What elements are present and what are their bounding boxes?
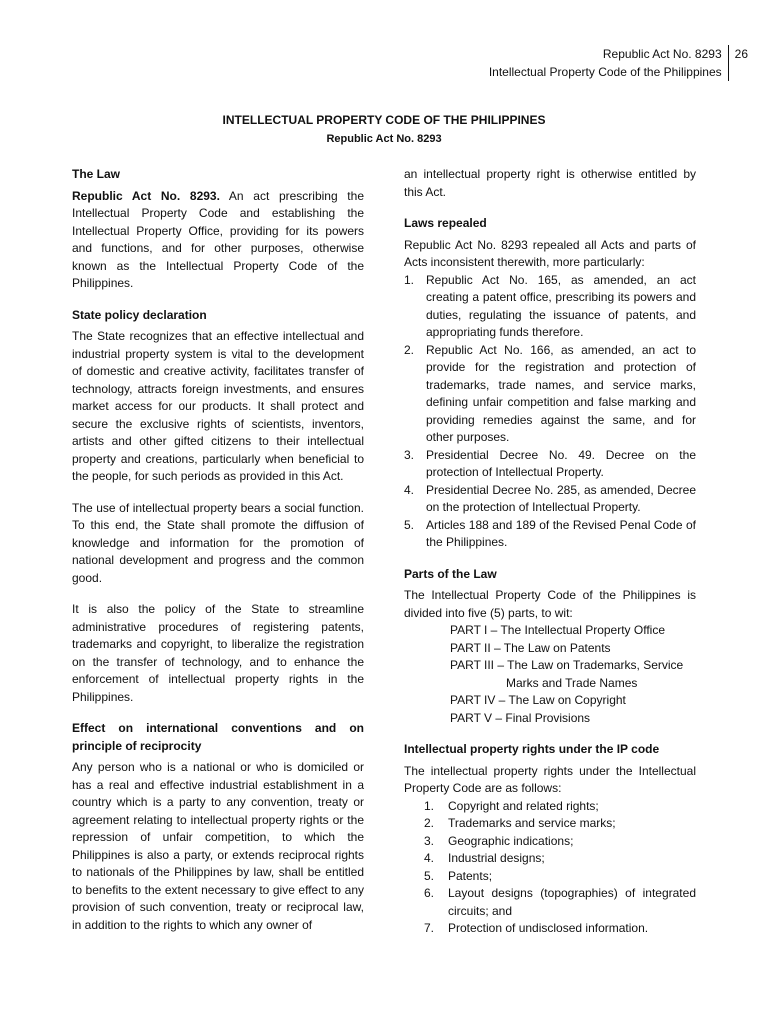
list-item-text: Copyright and related rights; <box>448 798 599 813</box>
list-item-number: 1. <box>424 798 435 813</box>
list-item <box>404 815 696 833</box>
parts-intro: The Intellectual Property Code of the Philippines is divided into five (5) parts, to wit: <box>404 588 696 620</box>
list-item-number: 2. <box>424 816 435 830</box>
list-item-text: Industrial designs; <box>448 851 545 865</box>
document-subtitle: Republic Act No. 8293 <box>326 133 442 145</box>
list-item <box>404 447 696 482</box>
list-item <box>404 833 696 851</box>
list-item <box>404 850 696 868</box>
page-number: 26 <box>734 47 748 61</box>
list-item-number: 2. <box>404 342 415 357</box>
list-item <box>404 885 696 920</box>
parts-list <box>404 622 696 727</box>
rights-list <box>404 798 696 938</box>
list-item-number: 3. <box>404 447 415 462</box>
repealed-intro: Republic Act No. 8293 repealed all Acts and parts of Acts inconsistent therewith, more particularly: <box>404 237 696 269</box>
list-item <box>404 920 696 938</box>
list-item-number: 1. <box>404 272 415 287</box>
header-act-number: Republic Act No. 8293 <box>602 47 722 61</box>
part-item-continuation: Marks and Trade Names <box>506 675 638 690</box>
part-item <box>404 657 696 692</box>
part-item: PART I – The Intellectual Property Office <box>450 623 665 637</box>
list-item-text: Republic Act No. 166, as amended, an act to provide for the registration and protection of trademarks, trade names, and service marks, defining unfair competition and false marking and providing remedies against the same, and for other purposes. <box>426 342 696 444</box>
list-item-text: Trademarks and service marks; <box>448 816 616 830</box>
rights-intro: The intellectual property rights under the Intellectual Property Code are as follows: <box>404 763 696 795</box>
part-item: PART II – The Law on Patents <box>450 640 611 655</box>
right-column <box>404 166 696 938</box>
left-column <box>72 166 364 934</box>
list-item <box>404 517 696 552</box>
continued-paragraph: an intellectual property right is otherwise entitled by this Act. <box>404 167 696 199</box>
section-heading-state-policy: State policy declaration <box>72 307 207 322</box>
list-item-text: Layout designs (topographies) of integrated circuits; and <box>448 886 696 918</box>
list-item-number: 3. <box>424 833 435 848</box>
document-title: INTELLECTUAL PROPERTY CODE OF THE PHILIPPINES <box>222 113 546 127</box>
part-item-line: PART III – The Law on Trademarks, Service <box>450 658 684 672</box>
list-item-text: Presidential Decree No. 285, as amended, Decree on the protection of Intellectual Property. <box>426 482 696 514</box>
list-item-text: Articles 188 and 189 of the Revised Penal Code of the Philippines. <box>426 517 696 549</box>
list-item-text: Patents; <box>448 868 493 883</box>
header-text <box>489 45 729 81</box>
part-item: PART IV – The Law on Copyright <box>450 693 626 707</box>
list-item-number: 6. <box>424 886 435 900</box>
policy-paragraph-2: The use of intellectual property bears a social function. To this end, the State shall promote the diffusion of knowledge and information for the promotion of national development and progress and the common good. <box>72 500 364 585</box>
list-item-number: 4. <box>404 482 415 497</box>
list-item <box>404 272 696 342</box>
part-item: PART V – Final Provisions <box>450 710 591 725</box>
list-item-text: Presidential Decree No. 49. Decree on the protection of Intellectual Property. <box>426 447 696 479</box>
list-item <box>404 482 696 517</box>
policy-paragraph-1: The State recognizes that an effective intellectual and industrial property system is vital to the development of domestic and creative activity, facilitates transfer of technology, attracts foreign investments, and ensures market access for our products. It shall protect and secure the exclusive rights of scientists, inventors, artists and other gifted citizens to their intellectual property and creations, particularly when beneficial to the people, for such periods as provided in this Act. <box>72 329 364 483</box>
law-paragraph <box>72 188 364 293</box>
section-heading-international-conventions: Effect on international conventions and on principle of reciprocity <box>72 721 364 753</box>
running-header <box>489 45 748 81</box>
section-heading-ip-rights: Intellectual property rights under the IP code <box>404 742 660 756</box>
list-item-text: Republic Act No. 165, as amended, an act creating a patent office, prescribing its powers and duties, regulating the issuance of patents, and appropriating funds therefore. <box>426 272 696 339</box>
list-item-number: 4. <box>424 851 435 865</box>
law-act-bold: Republic Act No. 8293. <box>72 188 220 203</box>
section-heading-parts-of-the-law: Parts of the Law <box>404 566 497 581</box>
list-item <box>404 798 696 816</box>
list-item-number: 5. <box>404 517 415 532</box>
list-item-number: 5. <box>424 868 435 883</box>
section-heading-the-law: The Law <box>72 167 121 181</box>
law-description: An act prescribing the Intellectual Property Code and establishing the Intellectual Property Office, providing for its powers and functions, and for other purposes, otherwise known as the Intellectual Property Code of the Philippines. <box>72 188 364 290</box>
list-item-text: Geographic indications; <box>448 833 574 848</box>
section-heading-laws-repealed: Laws repealed <box>404 216 487 230</box>
effect-paragraph: Any person who is a national or who is domiciled or has a real and effective industrial establishment in a country which is a party to any convention, treaty or agreement relating to intellectual property rights or the repression of unfair competition, to which the Philippines is also a party, or extends reciprocal rights to nationals of the Philippines by law, shall be entitled to benefits to the extent necessary to give effect to any provision of such convention, treaty or reciprocal law, in addition to the rights to which any owner of <box>72 760 364 932</box>
policy-paragraph-3: It is also the policy of the State to streamline administrative procedures of registering patents, trademarks and copyright, to liberalize the registration on the transfer of technology, and to enhance the enforcement of intellectual property rights in the Philippines. <box>72 602 364 704</box>
list-item <box>404 342 696 447</box>
list-item <box>404 868 696 886</box>
list-item-text: Protection of undisclosed information. <box>448 921 649 935</box>
list-item-number: 7. <box>424 921 435 935</box>
header-code-name: Intellectual Property Code of the Philippines <box>488 65 722 79</box>
repealed-list <box>404 272 696 552</box>
